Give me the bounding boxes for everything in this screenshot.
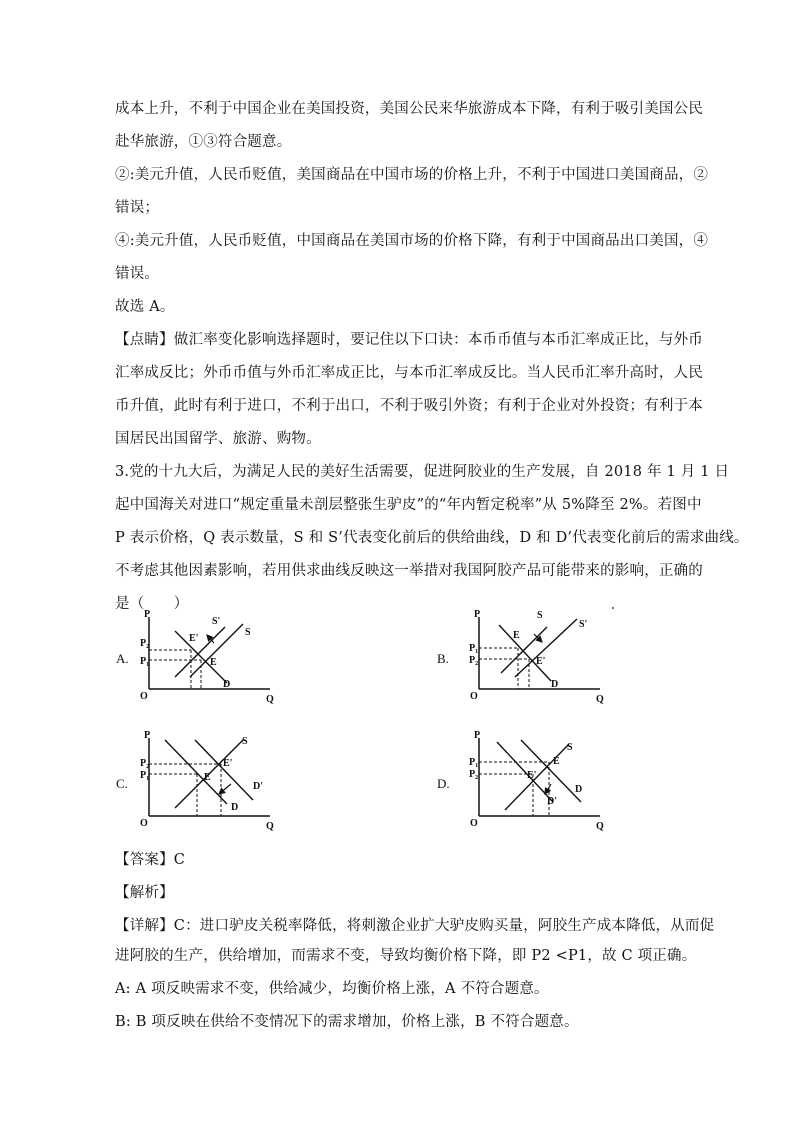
tick-p-sub: 2 bbox=[146, 644, 150, 650]
axis-p-label: P bbox=[474, 609, 481, 620]
axis-p-label: P bbox=[144, 730, 151, 741]
label-s: S bbox=[567, 742, 573, 753]
tick-p-label: P bbox=[469, 757, 476, 768]
text-line: ④:美元升值，人民币贬值，中国商品在美国市场的价格下降，有利于中国商品出口美国，④ bbox=[115, 233, 709, 249]
tick-p-sub: 2 bbox=[475, 661, 479, 667]
tick-p-sub: 2 bbox=[146, 764, 150, 770]
text-line: 赴华旅游，①③符合题意。 bbox=[115, 134, 292, 150]
label-d: D bbox=[231, 802, 239, 813]
option-c-label: C. bbox=[116, 776, 128, 791]
label-e-prime: E' bbox=[536, 656, 546, 667]
text-line: B: B 项反映在供给不变情况下的需求增加，价格上涨，B 不符合题意。 bbox=[115, 1014, 579, 1030]
label-s: S bbox=[537, 610, 543, 621]
text-line: 币升值，此时有利于进口，不利于出口，不利于吸引外资；有利于企业对外投资；有利于本 bbox=[115, 398, 703, 414]
tick-p-label: P bbox=[140, 656, 147, 667]
origin-label: O bbox=[470, 691, 478, 702]
origin-label: O bbox=[140, 818, 148, 829]
svg-text:P1 bbox=[140, 656, 149, 668]
text-line: 是（ ） bbox=[115, 596, 189, 612]
label-d: D bbox=[575, 784, 583, 795]
supply-curve-s bbox=[505, 744, 569, 810]
svg-text:P1 bbox=[469, 643, 478, 655]
text-line: 国居民出国留学、旅游、购物。 bbox=[115, 431, 321, 447]
graph-d bbox=[465, 728, 615, 838]
text-line: 不考虑其他因素影响，若用供求曲线反映这一举措对我国阿胶产品可能带来的影响，正确的 bbox=[115, 563, 703, 579]
tick-p-sub: 1 bbox=[475, 763, 479, 769]
svg-text:P2 bbox=[469, 655, 478, 667]
label-e-prime: E' bbox=[223, 758, 233, 769]
demand-curve-d-prime bbox=[195, 740, 253, 800]
text-line: 进阿胶的生产，供给增加，而需求不变，导致均衡价格下降，即 P2 <P1，故 C 项正确。 bbox=[115, 948, 697, 964]
label-s: S bbox=[245, 627, 251, 638]
tick-p-sub: 1 bbox=[146, 776, 150, 782]
demand-curve bbox=[499, 625, 551, 681]
label-e: E bbox=[553, 756, 560, 767]
label-d: D bbox=[551, 679, 559, 690]
tick-p-label: P bbox=[140, 638, 147, 649]
supply-curve-s-prime bbox=[175, 627, 225, 677]
svg-text:P2 bbox=[140, 758, 149, 770]
tick-p-label: P bbox=[140, 770, 147, 781]
label-d-prime: D' bbox=[547, 796, 557, 807]
question-3-stem: 3.党的十九大后，为满足人民的美好生活需要，促进阿胶业的生产发展，自 2018 年 1 月 1 日 bbox=[115, 464, 730, 480]
demand-curve-d bbox=[165, 740, 227, 804]
svg-text:P2 bbox=[140, 638, 149, 650]
axis-q-label: Q bbox=[596, 694, 604, 705]
svg-text:P1 bbox=[469, 757, 478, 769]
text-line: P 表示价格，Q 表示数量，S 和 S’代表变化前后的供给曲线，D 和 D’代表变化前后的需求曲线。 bbox=[115, 530, 749, 546]
option-d-label: D. bbox=[437, 776, 450, 791]
graph-a bbox=[135, 605, 285, 710]
tick-p-label: P bbox=[469, 655, 476, 666]
text-line: 故选 A。 bbox=[115, 299, 175, 315]
text-line: 【点睛】做汇率变化影响选择题时，要记住以下口诀：本币币值与本币汇率成正比，与外币 bbox=[115, 332, 703, 348]
supply-curve-s bbox=[190, 624, 243, 677]
text-line: 错误； bbox=[115, 200, 160, 216]
analysis-label: 【解析】 bbox=[115, 885, 174, 901]
origin-label: O bbox=[140, 691, 148, 702]
tick-p-sub: 2 bbox=[475, 775, 479, 781]
demand-curve-d-prime bbox=[497, 742, 553, 802]
svg-text:P1 bbox=[140, 770, 149, 782]
label-s: S bbox=[242, 736, 248, 747]
axis-p-label: P bbox=[474, 730, 481, 741]
axis-q-label: Q bbox=[266, 821, 274, 832]
origin-label: O bbox=[470, 818, 478, 829]
text-line: 汇率成反比；外币币值与外币汇率成正比，与本币汇率成反比。当人民币汇率升高时，人民 bbox=[115, 365, 703, 381]
text-line: 起中国海关对进口“规定重量未剖层整张生驴皮”的“年内暂定税率”从 5%降至 2%。若图中 bbox=[115, 497, 702, 513]
svg-text:P2 bbox=[469, 769, 478, 781]
label-e-prime: E' bbox=[189, 633, 199, 644]
text-line: ②:美元升值，人民币贬值，美国商品在中国市场的价格上升，不利于中国进口美国商品，② bbox=[115, 167, 709, 183]
tick-p-sub: 1 bbox=[475, 649, 479, 655]
label-e: E bbox=[210, 657, 217, 668]
label-e: E bbox=[204, 772, 211, 783]
tick-p-label: P bbox=[469, 643, 476, 654]
graph-c bbox=[135, 728, 285, 838]
axis-p-label: P bbox=[144, 609, 151, 620]
graph-b bbox=[465, 605, 615, 710]
label-e-prime: E' bbox=[527, 770, 537, 781]
option-b-label: B. bbox=[437, 651, 449, 666]
text-line: A: A 项反映需求不变，供给减少，均衡价格上涨，A 不符合题意。 bbox=[115, 981, 549, 997]
axis-q-label: Q bbox=[596, 821, 604, 832]
answer-label: 【答案】C bbox=[115, 852, 186, 868]
label-d-prime: D' bbox=[253, 781, 263, 792]
label-s-prime: S' bbox=[579, 619, 588, 630]
text-line: 【详解】C：进口驴皮关税率降低，将刺激企业扩大驴皮购买量，阿胶生产成本降低，从而促 bbox=[115, 918, 715, 934]
tick-p-label: P bbox=[140, 758, 147, 769]
label-d: D bbox=[223, 679, 231, 690]
option-a-label: A. bbox=[116, 651, 129, 666]
tick-p-label: P bbox=[469, 769, 476, 780]
tick-p-sub: 1 bbox=[146, 662, 150, 668]
label-e: E bbox=[513, 630, 520, 641]
label-s-prime: S' bbox=[212, 616, 221, 627]
text-line: 成本上升，不利于中国企业在美国投资，美国公民来华旅游成本下降，有利于吸引美国公民 bbox=[115, 101, 703, 117]
axis-q-label: Q bbox=[266, 694, 274, 705]
text-line: 错误。 bbox=[115, 266, 160, 282]
